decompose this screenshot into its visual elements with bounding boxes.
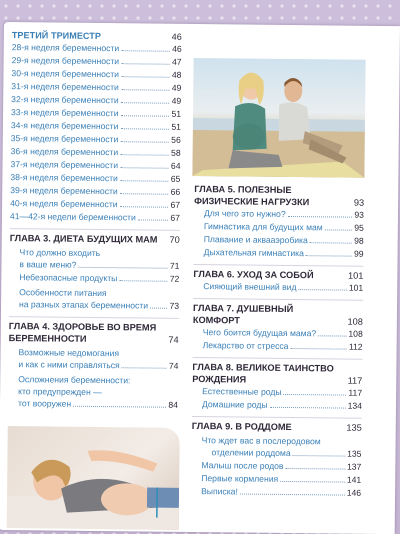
entry-title: Малыш после родов [201, 460, 284, 471]
chapter-title-line: ГЛАВА 8. ВЕЛИКОЕ ТАИНСТВО [192, 361, 334, 374]
entry-page: 67 [170, 199, 181, 210]
entry-title: Небезопасные продукты [19, 272, 118, 284]
toc-entry-discharge[interactable] [191, 485, 361, 500]
toc-entry-unsafe-products[interactable] [9, 271, 179, 286]
entry-title: Дыхательная гимнастика [203, 247, 304, 259]
entry-page: 117 [348, 387, 363, 398]
chapter-page: 74 [168, 334, 179, 345]
chapter-page: 108 [347, 316, 363, 327]
chapter-title: ГЛАВА 6. УХОД ЗА СОБОЙ [193, 268, 314, 281]
chapter-8-entries [192, 385, 362, 413]
couple-beach-illustration [192, 58, 365, 178]
chapter-4-heading[interactable] [9, 316, 179, 346]
leader-dots [290, 348, 346, 350]
toc-entry-postnatal-ward[interactable] [191, 434, 361, 461]
entry-page: 108 [348, 328, 363, 339]
contents-left-column [8, 30, 182, 412]
leader-dots [318, 335, 346, 336]
entry-title: 34-я неделя беременности [10, 120, 119, 132]
entry-title: на разных этапах беременности [18, 299, 149, 311]
toc-entry-menu[interactable] [9, 246, 179, 273]
leader-dots [310, 242, 352, 243]
chapter-title: БЕРЕМЕННОСТИ [8, 333, 87, 344]
chapter-title-line: ГЛАВА 5. ПОЛЕЗНЫЕ [194, 184, 292, 196]
chapter-page: 93 [353, 197, 365, 208]
section-title: ТРЕТИЙ ТРИМЕСТР [11, 30, 102, 42]
chapter-5-heading[interactable] [194, 180, 364, 209]
entry-page: 49 [171, 95, 182, 106]
leader-dots [121, 76, 170, 78]
entry-title: 35-я неделя беременности [10, 133, 119, 145]
photo-couple-beach [192, 58, 365, 178]
chapter-6-entries [193, 280, 363, 295]
entry-page: 101 [348, 282, 364, 293]
entry-page: 95 [354, 222, 364, 233]
chapter-3-entries [9, 246, 180, 313]
leader-dots [120, 128, 169, 130]
entry-page: 48 [171, 69, 182, 80]
entry-page: 112 [348, 341, 363, 352]
entry-page: 51 [171, 121, 181, 132]
photo-pregnant-woman [7, 426, 180, 530]
chapter-title: КОМФОРТ [192, 314, 240, 326]
entry-title: отделении роддома [211, 447, 291, 459]
leader-dots [73, 406, 166, 408]
entry-title: тот вооружен [17, 398, 72, 409]
leader-dots [119, 280, 167, 282]
entry-title: в ваше меню? [19, 259, 77, 270]
entry-page: 65 [170, 173, 181, 184]
entry-title: Чего боится будущая мама? [202, 327, 317, 339]
leader-dots [306, 255, 352, 256]
leader-dots [280, 481, 345, 483]
pregnant-woman-illustration [7, 426, 180, 530]
entry-title: и как с ними справляться [18, 359, 120, 371]
chapter-title: ГЛАВА 3. ДИЕТА БУДУЩИХ МАМ [9, 233, 158, 245]
entry-title: Для чего это нужно? [203, 208, 286, 219]
chapter-5-entries [194, 207, 365, 261]
entry-title-line: Что должно входить [19, 247, 101, 259]
section-page: 46 [171, 31, 182, 42]
entry-page: 64 [170, 160, 181, 171]
entry-page: 67 [170, 212, 181, 223]
entry-title: 39-я неделя беременности [10, 185, 118, 197]
chapter-6-heading[interactable] [193, 264, 363, 282]
chapter-7-entries [193, 326, 363, 354]
entry-page: 98 [354, 235, 364, 246]
leader-dots [121, 89, 170, 91]
contents-page [0, 22, 400, 534]
leader-dots [120, 167, 169, 169]
leader-dots [121, 63, 170, 65]
chapter-9-heading[interactable] [192, 416, 362, 434]
toc-entry-complications[interactable] [8, 373, 178, 412]
leader-dots [240, 493, 345, 495]
entry-title: 37-я неделя беременности [10, 159, 119, 171]
entry-title: Лекарство от стресса [202, 340, 289, 351]
leader-dots [120, 180, 169, 182]
leader-dots [284, 394, 347, 396]
entry-title-line: Особенности питания [19, 287, 107, 299]
entry-title: Гимнастика для будущих мам [203, 221, 323, 233]
entry-title: Сияющий внешний вид [203, 281, 297, 293]
chapter-page: 70 [169, 234, 180, 245]
entry-page: 66 [170, 186, 181, 197]
chapter-7-heading[interactable] [193, 298, 363, 328]
entry-title: Плавание и аквааэробика [203, 234, 308, 246]
entry-title: 38-я неделя беременности [10, 172, 118, 184]
entry-page: 71 [169, 260, 180, 271]
leader-dots [120, 141, 169, 143]
entry-page: 134 [347, 400, 363, 411]
entry-page: 74 [168, 360, 179, 371]
weeks-list [10, 41, 182, 225]
leader-dots [122, 367, 167, 368]
leader-dots [285, 468, 345, 470]
leader-dots [270, 407, 346, 409]
entry-title-line: Что ждет вас в послеродовом [201, 435, 321, 447]
contents-right-column [191, 180, 364, 500]
entry-title: 28-я неделя беременности [11, 42, 120, 54]
entry-page: 56 [171, 134, 181, 145]
leader-dots [120, 193, 169, 195]
chapter-8-heading[interactable] [192, 357, 362, 387]
entry-page: 137 [346, 461, 362, 472]
chapter-page: 135 [346, 422, 362, 433]
chapter-title-line: ГЛАВА 7. ДУШЕВНЫЙ [192, 302, 294, 315]
entry-title: Домашние роды [201, 399, 268, 410]
entry-page: 141 [346, 474, 362, 485]
entry-page: 46 [172, 43, 182, 54]
entry-title-line: Осложнения беременности: [18, 374, 131, 386]
chapter-title-line: ГЛАВА 4. ЗДОРОВЬЕ ВО ВРЕМЯ [8, 321, 157, 333]
entry-title: 40-я неделя беременности [10, 198, 118, 210]
entry-page: 146 [346, 487, 362, 498]
entry-page: 49 [171, 82, 182, 93]
entry-page: 84 [168, 399, 179, 410]
toc-entry-stress[interactable] [193, 339, 363, 354]
chapter-page: 117 [347, 375, 363, 386]
toc-entry-home-birth[interactable] [192, 398, 362, 413]
entry-title: 33-я неделя беременности [11, 107, 119, 119]
entry-page: 73 [169, 300, 180, 311]
leader-dots [121, 115, 170, 117]
entry-title: Выписка! [201, 486, 238, 497]
leader-dots [121, 50, 170, 52]
leader-dots [138, 219, 169, 220]
leader-dots [298, 289, 346, 291]
leader-dots [325, 229, 353, 230]
leader-dots [120, 206, 169, 208]
leader-dots [293, 455, 346, 457]
toc-entry-ailments[interactable] [8, 346, 178, 373]
chapter-9-entries [191, 434, 362, 500]
entry-page: 47 [171, 56, 182, 67]
entry-title: 31-я неделя беременности [11, 81, 119, 93]
toc-entry-breathing[interactable] [194, 246, 364, 261]
entry-title: Естественные роды [202, 386, 282, 397]
entry-page: 58 [171, 147, 181, 158]
entry-title: 30-я неделя беременности [11, 68, 120, 80]
chapter-title: ГЛАВА 9. В РОДДОМЕ [191, 420, 292, 433]
entry-page: 93 [354, 209, 365, 220]
entry-title: 29-я неделя беременности [11, 55, 120, 67]
entry-title: 41—42-я недели беременности [9, 211, 136, 223]
toc-entry-nutrition[interactable] [9, 286, 179, 313]
leader-dots [288, 216, 353, 218]
chapter-title: ФИЗИЧЕСКИЕ НАГРУЗКИ [194, 196, 310, 208]
leader-dots [78, 267, 168, 269]
entry-title: 32-я неделя беременности [11, 94, 119, 106]
entry-title: 36-я неделя беременности [10, 146, 119, 158]
toc-entry-radiant-look[interactable] [193, 280, 363, 295]
entry-page: 135 [347, 448, 362, 459]
chapter-4-entries [8, 346, 179, 412]
entry-page: 72 [169, 273, 180, 284]
entry-title-line: кто предупрежден — [18, 386, 102, 398]
entry-page: 51 [171, 108, 182, 119]
entry-page: 99 [353, 248, 364, 259]
entry-title-line: Возможные недомогания [18, 347, 120, 359]
chapter-3-heading[interactable] [10, 228, 180, 246]
chapter-page: 101 [347, 270, 364, 281]
leader-dots [121, 102, 170, 104]
chapter-title: РОЖДЕНИЯ [192, 373, 247, 385]
leader-dots [150, 308, 167, 309]
entry-title: Первые кормления [201, 473, 279, 484]
leader-dots [120, 154, 169, 156]
toc-entry-week-41-42[interactable] [10, 210, 180, 225]
